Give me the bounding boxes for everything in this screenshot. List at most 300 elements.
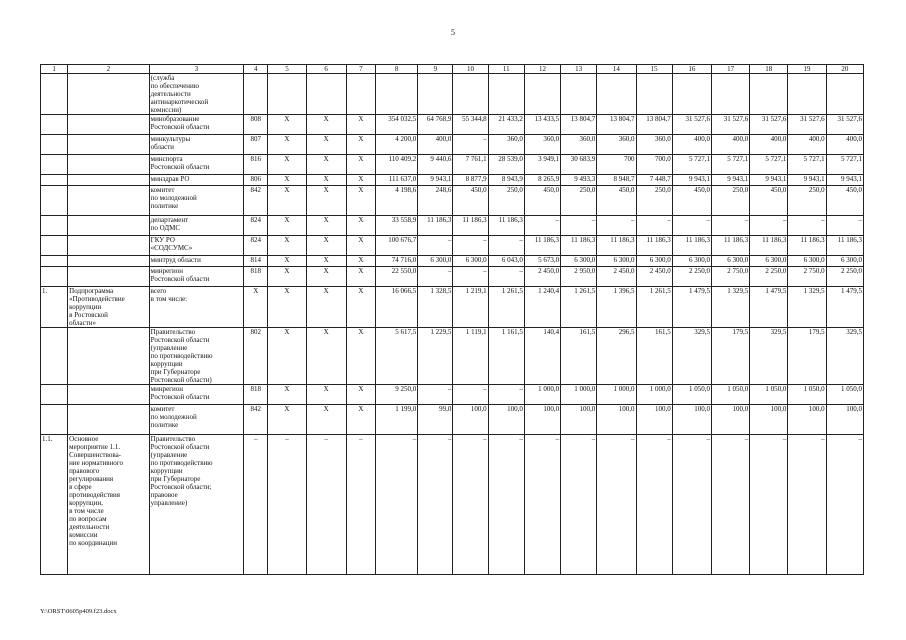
amount-cell: 1 396,5 xyxy=(597,287,636,328)
code-cell: X xyxy=(306,186,346,216)
amount-cell: 248,6 xyxy=(418,186,453,216)
amount-cell: 13 804,7 xyxy=(561,115,597,135)
amount-cell: 100,0 xyxy=(826,405,863,435)
amount-cell: 31 527,6 xyxy=(750,115,788,135)
amount-cell: – xyxy=(418,435,453,575)
row-number-cell xyxy=(41,236,68,256)
amount-cell: 9 943,1 xyxy=(788,175,826,186)
code-cell: X xyxy=(346,186,375,216)
code-cell: 842 xyxy=(244,405,268,435)
amount-cell: 55 344,8 xyxy=(453,115,488,135)
amount-cell: 400,0 xyxy=(418,135,453,155)
row-number-cell: 1. xyxy=(41,287,68,328)
amount-cell: 6 300,0 xyxy=(453,256,488,267)
executor-cell: минобразование Ростовской области xyxy=(149,115,244,135)
amount-cell: 13 804,7 xyxy=(636,115,672,135)
code-cell: X xyxy=(306,405,346,435)
budget-table xyxy=(40,64,864,575)
amount-cell: – xyxy=(453,135,488,155)
amount-cell: 110 409,2 xyxy=(375,155,417,175)
code-cell: X xyxy=(306,287,346,328)
amount-cell: 450,0 xyxy=(826,186,863,216)
column-number: 4 xyxy=(244,65,268,74)
amount-cell: 1 479,5 xyxy=(826,287,863,328)
amount-cell: 250,0 xyxy=(561,186,597,216)
table-row xyxy=(41,328,864,385)
column-number: 8 xyxy=(375,65,417,74)
amount-cell: 1 479,5 xyxy=(750,287,788,328)
amount-cell: 100,0 xyxy=(636,405,672,435)
amount-cell: – xyxy=(488,435,524,575)
code-cell: 824 xyxy=(244,216,268,236)
row-number-cell xyxy=(41,175,68,186)
amount-cell: – xyxy=(672,435,711,575)
amount-cell: 16 066,5 xyxy=(375,287,417,328)
amount-cell: 6 300,0 xyxy=(561,256,597,267)
amount-cell: 354 032,5 xyxy=(375,115,417,135)
amount-cell: 250,0 xyxy=(636,186,672,216)
amount-cell: – xyxy=(488,267,524,287)
amount-cell: 450,0 xyxy=(750,186,788,216)
amount-cell: 329,5 xyxy=(750,328,788,385)
amount-cell: 5 727,1 xyxy=(672,155,711,175)
amount-cell: 1 000,0 xyxy=(597,385,636,405)
page-number: 5 xyxy=(451,28,455,37)
executor-cell: всего в том числе: xyxy=(149,287,244,328)
amount-cell: 6 043,0 xyxy=(488,256,524,267)
table-row xyxy=(41,135,864,155)
amount-cell: 30 683,9 xyxy=(561,155,597,175)
amount-cell: 360,0 xyxy=(597,135,636,155)
code-cell: 814 xyxy=(244,256,268,267)
amount-cell xyxy=(453,74,488,115)
amount-cell: – xyxy=(488,385,524,405)
column-number: 17 xyxy=(711,65,749,74)
code-cell: X xyxy=(268,186,306,216)
amount-cell: 9 250,0 xyxy=(375,385,417,405)
code-cell: 807 xyxy=(244,135,268,155)
code-cell xyxy=(244,74,268,115)
amount-cell: – xyxy=(826,435,863,575)
amount-cell: – xyxy=(672,216,711,236)
code-cell: 806 xyxy=(244,175,268,186)
amount-cell: 5 727,1 xyxy=(788,155,826,175)
amount-cell: – xyxy=(561,435,597,575)
amount-cell: 4 198,6 xyxy=(375,186,417,216)
amount-cell: 1 050,0 xyxy=(672,385,711,405)
code-cell: X xyxy=(268,135,306,155)
program-name-cell xyxy=(68,267,149,287)
program-name-cell xyxy=(68,405,149,435)
amount-cell: 360,0 xyxy=(488,135,524,155)
amount-cell xyxy=(597,74,636,115)
amount-cell: 5 727,1 xyxy=(711,155,749,175)
executor-cell: минтруд области xyxy=(149,256,244,267)
program-name-cell xyxy=(68,186,149,216)
program-name-cell xyxy=(68,256,149,267)
amount-cell: 100,0 xyxy=(488,405,524,435)
amount-cell xyxy=(672,74,711,115)
amount-cell: 6 300,0 xyxy=(750,256,788,267)
code-cell: X xyxy=(346,267,375,287)
amount-cell: 700,0 xyxy=(636,155,672,175)
row-number-cell xyxy=(41,256,68,267)
amount-cell: 99,0 xyxy=(418,405,453,435)
amount-cell: 1 329,5 xyxy=(788,287,826,328)
amount-cell: 31 527,6 xyxy=(711,115,749,135)
amount-cell: 8 948,7 xyxy=(597,175,636,186)
amount-cell: – xyxy=(375,435,417,575)
code-cell: X xyxy=(306,115,346,135)
column-number: 19 xyxy=(788,65,826,74)
row-number-cell xyxy=(41,74,68,115)
program-name-cell: Основное мероприятие 1.1. Совершенствова- ние нормативного правового регулирования в сфере противодействия коррупции, в том числе по вопросам деятельности комиссии по координации xyxy=(68,435,149,575)
code-cell: X xyxy=(268,267,306,287)
amount-cell: 33 558,9 xyxy=(375,216,417,236)
table-row xyxy=(41,267,864,287)
amount-cell: 11 186,3 xyxy=(711,236,749,256)
amount-cell: 21 433,2 xyxy=(488,115,524,135)
amount-cell: 11 186,3 xyxy=(597,236,636,256)
amount-cell: – xyxy=(788,435,826,575)
executor-cell: комитет по молодежной политике xyxy=(149,405,244,435)
table-row xyxy=(41,287,864,328)
amount-cell: 22 550,0 xyxy=(375,267,417,287)
amount-cell: 5 617,5 xyxy=(375,328,417,385)
column-number: 15 xyxy=(636,65,672,74)
code-cell: X xyxy=(268,328,306,385)
amount-cell: – xyxy=(750,435,788,575)
amount-cell: 28 539,0 xyxy=(488,155,524,175)
amount-cell: – xyxy=(711,435,749,575)
table-row xyxy=(41,74,864,115)
amount-cell: – xyxy=(788,216,826,236)
code-cell: X xyxy=(268,385,306,405)
amount-cell: 161,5 xyxy=(636,328,672,385)
amount-cell: 2 450,0 xyxy=(597,267,636,287)
amount-cell: 5 727,1 xyxy=(750,155,788,175)
table-row xyxy=(41,435,864,575)
code-cell: 808 xyxy=(244,115,268,135)
amount-cell: 11 186,3 xyxy=(788,236,826,256)
code-cell xyxy=(306,74,346,115)
table-row xyxy=(41,236,864,256)
amount-cell: 9 943,1 xyxy=(672,175,711,186)
code-cell: X xyxy=(268,216,306,236)
amount-cell xyxy=(418,74,453,115)
amount-cell: 31 527,6 xyxy=(788,115,826,135)
row-number-cell xyxy=(41,135,68,155)
code-cell: X xyxy=(346,328,375,385)
amount-cell: – xyxy=(711,216,749,236)
amount-cell: 1 479,5 xyxy=(672,287,711,328)
code-cell: X xyxy=(346,216,375,236)
code-cell: X xyxy=(346,236,375,256)
code-cell: X xyxy=(268,405,306,435)
amount-cell: 1 050,0 xyxy=(788,385,826,405)
amount-cell: 250,0 xyxy=(711,186,749,216)
amount-cell: 100,0 xyxy=(561,405,597,435)
amount-cell xyxy=(826,74,863,115)
amount-cell: 11 186,3 xyxy=(672,236,711,256)
amount-cell: 4 200,0 xyxy=(375,135,417,155)
amount-cell: 2 750,0 xyxy=(711,267,749,287)
table-row xyxy=(41,405,864,435)
amount-cell: 8 265,9 xyxy=(524,175,560,186)
code-cell: X xyxy=(346,405,375,435)
table-row xyxy=(41,385,864,405)
code-cell: X xyxy=(346,115,375,135)
code-cell: X xyxy=(306,175,346,186)
amount-cell: 1 261,5 xyxy=(561,287,597,328)
amount-cell: 6 300,0 xyxy=(826,256,863,267)
amount-cell: 1 328,5 xyxy=(418,287,453,328)
amount-cell: 11 186,3 xyxy=(418,216,453,236)
amount-cell: 100 676,7 xyxy=(375,236,417,256)
column-number: 7 xyxy=(346,65,375,74)
amount-cell: 400,0 xyxy=(750,135,788,155)
code-cell: – xyxy=(306,435,346,575)
code-cell: X xyxy=(268,256,306,267)
executor-cell: комитет по молодежной политике xyxy=(149,186,244,216)
executor-cell: Правительство Ростовской области (управление по противодействию коррупции при Губернаторе Ростовской области; правовое управление) xyxy=(149,435,244,575)
column-number: 6 xyxy=(306,65,346,74)
row-number-cell xyxy=(41,155,68,175)
amount-cell: 8 943,9 xyxy=(488,175,524,186)
amount-cell: 11 186,3 xyxy=(488,216,524,236)
code-cell: X xyxy=(268,287,306,328)
code-cell: X xyxy=(306,328,346,385)
amount-cell: 2 450,0 xyxy=(524,267,560,287)
amount-cell: 450,0 xyxy=(672,186,711,216)
amount-cell: 2 250,0 xyxy=(826,267,863,287)
amount-cell: 1 050,0 xyxy=(750,385,788,405)
row-number-cell: 1.1. xyxy=(41,435,68,575)
amount-cell: 179,5 xyxy=(711,328,749,385)
amount-cell: 100,0 xyxy=(711,405,749,435)
amount-cell: 100,0 xyxy=(750,405,788,435)
amount-cell: – xyxy=(488,236,524,256)
amount-cell: 360,0 xyxy=(524,135,560,155)
amount-cell: 1 219,1 xyxy=(453,287,488,328)
amount-cell: 7 448,7 xyxy=(636,175,672,186)
code-cell: – xyxy=(268,435,306,575)
executor-cell: минрегион Ростовской области xyxy=(149,267,244,287)
amount-cell: 100,0 xyxy=(524,405,560,435)
table-row xyxy=(41,155,864,175)
amount-cell: – xyxy=(750,216,788,236)
amount-cell: 2 250,0 xyxy=(750,267,788,287)
column-number: 13 xyxy=(561,65,597,74)
executor-cell: ГКУ РО «СОДСУМС» xyxy=(149,236,244,256)
code-cell: X xyxy=(346,155,375,175)
table-row xyxy=(41,186,864,216)
row-number-cell xyxy=(41,186,68,216)
program-name-cell xyxy=(68,328,149,385)
program-name-cell xyxy=(68,115,149,135)
code-cell: X xyxy=(268,175,306,186)
code-cell: X xyxy=(306,267,346,287)
code-cell: X xyxy=(306,385,346,405)
amount-cell: 31 527,6 xyxy=(826,115,863,135)
column-number: 2 xyxy=(68,65,149,74)
column-number: 5 xyxy=(268,65,306,74)
amount-cell: – xyxy=(524,216,560,236)
code-cell: 824 xyxy=(244,236,268,256)
amount-cell xyxy=(488,74,524,115)
code-cell xyxy=(268,74,306,115)
code-cell: X xyxy=(244,287,268,328)
amount-cell: 5 673,0 xyxy=(524,256,560,267)
amount-cell: – xyxy=(636,435,672,575)
executor-cell: минрегион Ростовской области xyxy=(149,385,244,405)
column-number: 10 xyxy=(453,65,488,74)
executor-cell: (служба по обеспечению деятельности антинаркотической комиссии) xyxy=(149,74,244,115)
executor-cell: департамент по ОДМС xyxy=(149,216,244,236)
amount-cell: 31 527,6 xyxy=(672,115,711,135)
column-number: 18 xyxy=(750,65,788,74)
table-row xyxy=(41,216,864,236)
row-number-cell xyxy=(41,115,68,135)
amount-cell: – xyxy=(826,216,863,236)
amount-cell: 100,0 xyxy=(672,405,711,435)
executor-cell: Правительство Ростовской области (управление по противодействию коррупции при Губернаторе Ростовской области) xyxy=(149,328,244,385)
amount-cell: 9 493,3 xyxy=(561,175,597,186)
amount-cell: – xyxy=(561,216,597,236)
amount-cell: 3 949,1 xyxy=(524,155,560,175)
program-name-cell xyxy=(68,155,149,175)
amount-cell: – xyxy=(418,385,453,405)
amount-cell: 1 199,0 xyxy=(375,405,417,435)
column-number: 9 xyxy=(418,65,453,74)
amount-cell: 6 300,0 xyxy=(418,256,453,267)
code-cell: X xyxy=(268,155,306,175)
column-number: 3 xyxy=(149,65,244,74)
amount-cell: 1 329,5 xyxy=(711,287,749,328)
executor-cell: минздрав РО xyxy=(149,175,244,186)
amount-cell: 74 716,0 xyxy=(375,256,417,267)
amount-cell: 6 300,0 xyxy=(788,256,826,267)
amount-cell xyxy=(636,74,672,115)
code-cell: 818 xyxy=(244,267,268,287)
amount-cell: 8 877,9 xyxy=(453,175,488,186)
amount-cell: 6 300,0 xyxy=(597,256,636,267)
amount-cell: 161,5 xyxy=(561,328,597,385)
row-number-cell xyxy=(41,267,68,287)
amount-cell: 450,0 xyxy=(453,186,488,216)
amount-cell: 11 186,3 xyxy=(561,236,597,256)
amount-cell: 450,0 xyxy=(524,186,560,216)
table-row xyxy=(41,256,864,267)
amount-cell: 9 943,1 xyxy=(418,175,453,186)
amount-cell: 329,5 xyxy=(826,328,863,385)
amount-cell: 360,0 xyxy=(561,135,597,155)
amount-cell: 400,0 xyxy=(711,135,749,155)
amount-cell: 1 000,0 xyxy=(561,385,597,405)
row-number-cell xyxy=(41,385,68,405)
amount-cell: – xyxy=(453,236,488,256)
code-cell: X xyxy=(268,115,306,135)
amount-cell: 9 943,1 xyxy=(826,175,863,186)
amount-cell: – xyxy=(418,267,453,287)
code-cell: X xyxy=(306,216,346,236)
code-cell: X xyxy=(346,287,375,328)
amount-cell: 1 261,5 xyxy=(636,287,672,328)
column-number-row xyxy=(41,65,864,74)
amount-cell: 9 943,1 xyxy=(750,175,788,186)
amount-cell xyxy=(750,74,788,115)
amount-cell xyxy=(711,74,749,115)
table-row xyxy=(41,115,864,135)
amount-cell: 1 161,5 xyxy=(488,328,524,385)
row-number-cell xyxy=(41,216,68,236)
code-cell: X xyxy=(346,135,375,155)
amount-cell: – xyxy=(453,385,488,405)
amount-cell: – xyxy=(524,435,560,575)
amount-cell: 250,0 xyxy=(788,186,826,216)
amount-cell: 360,0 xyxy=(636,135,672,155)
amount-cell: 6 300,0 xyxy=(672,256,711,267)
amount-cell: 250,0 xyxy=(488,186,524,216)
row-number-cell xyxy=(41,405,68,435)
amount-cell: 11 186,3 xyxy=(453,216,488,236)
amount-cell: 13 433,5 xyxy=(524,115,560,135)
amount-cell: 700 xyxy=(597,155,636,175)
code-cell: X xyxy=(306,256,346,267)
amount-cell: 2 450,0 xyxy=(636,267,672,287)
code-cell: X xyxy=(346,175,375,186)
amount-cell: 400,0 xyxy=(788,135,826,155)
program-name-cell xyxy=(68,135,149,155)
column-number: 14 xyxy=(597,65,636,74)
column-number: 12 xyxy=(524,65,560,74)
amount-cell: – xyxy=(636,216,672,236)
code-cell xyxy=(346,74,375,115)
code-cell: – xyxy=(244,435,268,575)
amount-cell: 1 000,0 xyxy=(636,385,672,405)
column-number: 1 xyxy=(41,65,68,74)
code-cell: X xyxy=(306,135,346,155)
program-name-cell: Подпрограмма «Противодействие коррупции в Ростовской области» xyxy=(68,287,149,328)
amount-cell: 1 240,4 xyxy=(524,287,560,328)
code-cell: 802 xyxy=(244,328,268,385)
amount-cell: 2 250,0 xyxy=(672,267,711,287)
amount-cell: 1 229,5 xyxy=(418,328,453,385)
program-name-cell xyxy=(68,385,149,405)
amount-cell: 6 300,0 xyxy=(711,256,749,267)
amount-cell: 140,4 xyxy=(524,328,560,385)
executor-cell: минкультуры области xyxy=(149,135,244,155)
amount-cell: – xyxy=(597,216,636,236)
amount-cell: 11 186,3 xyxy=(826,236,863,256)
amount-cell: 11 186,3 xyxy=(750,236,788,256)
amount-cell: – xyxy=(453,435,488,575)
amount-cell: – xyxy=(597,435,636,575)
amount-cell: 450,0 xyxy=(597,186,636,216)
code-cell: X xyxy=(306,236,346,256)
amount-cell: 11 186,3 xyxy=(524,236,560,256)
amount-cell: 2 950,0 xyxy=(561,267,597,287)
executor-cell: минспорта Ростовской области xyxy=(149,155,244,175)
amount-cell xyxy=(788,74,826,115)
code-cell: X xyxy=(346,385,375,405)
amount-cell: 329,5 xyxy=(672,328,711,385)
amount-cell: 296,5 xyxy=(597,328,636,385)
code-cell: X xyxy=(346,256,375,267)
column-number: 11 xyxy=(488,65,524,74)
program-name-cell xyxy=(68,74,149,115)
table-row xyxy=(41,175,864,186)
